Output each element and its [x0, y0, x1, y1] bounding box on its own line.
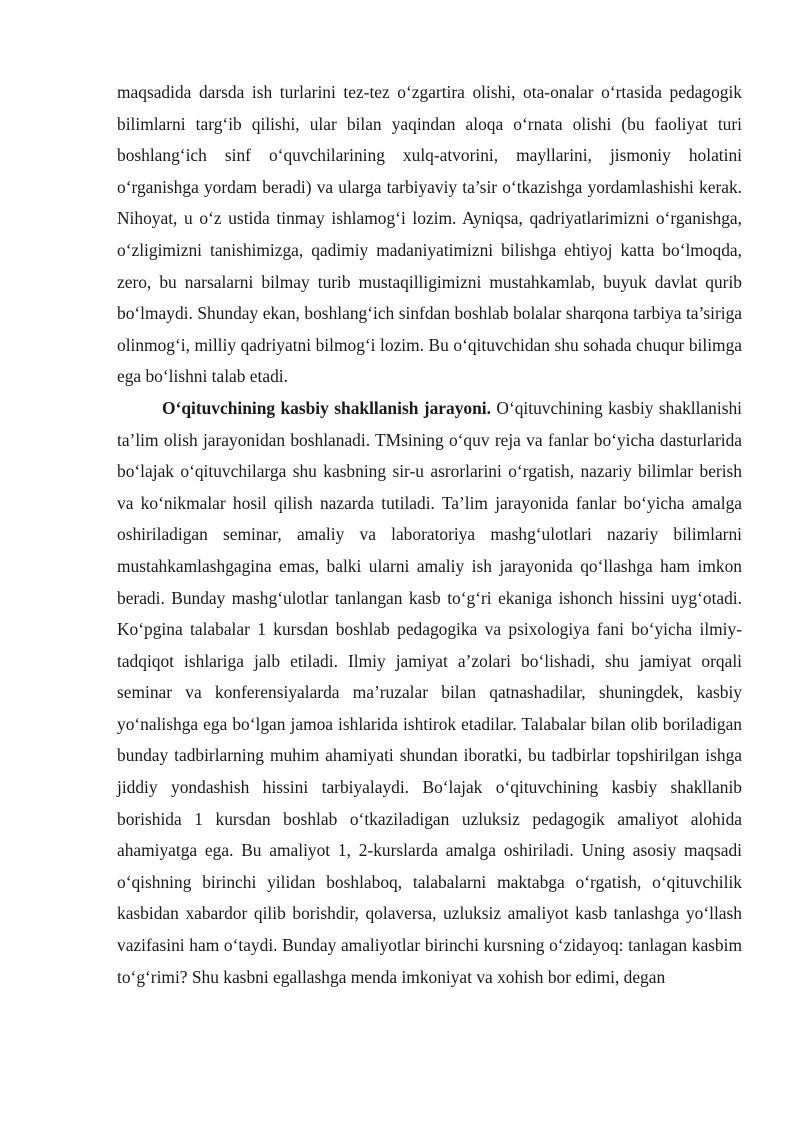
section-body: O‘qituvchining kasbiy shakllanishi ta’lim olish jarayonidan boshlanadi. TMsining o‘quv reja va fanlar bo‘yicha dasturlarida bo‘lajak o‘qituvchilarga shu kasbning sir-u asrorlarini o‘rgatish, nazariy bilimlar berish va ko‘nikmalar hosil qilish nazarda tutiladi. Ta’lim jarayonida fanlar bo‘yicha amalga oshiriladigan seminar, amaliy va laboratoriya mashg‘ulotlari nazariy bilimlarni mustahkamlashgagina emas, balki ularni amaliy ish jarayonida qo‘llashga ham imkon beradi. Bunday mashg‘ulotlar tanlangan kasb to‘g‘ri ekaniga ishonch hissini uyg‘otadi. Ko‘pgina talabalar 1 kursdan boshlab pedagogika va psixologiya fani bo‘yicha ilmiy-tadqiqot ishlariga jalb etiladi. Ilmiy jamiyat a’zolari bo‘lishadi, shu jamiyat orqali seminar va konferensiyalarda ma’ruzalar bilan qatnashadilar, shuningdek, kasbiy yo‘nalishga ega bo‘lgan jamoa ishlarida ishtirok etadilar. Talabalar bilan olib boriladigan bunday tadbirlarning muhim ahamiyati shundan iboratki, bu tadbirlar topshirilgan ishga jiddiy yondashish hissini tarbiyalaydi. Bo‘lajak o‘qituvchining kasbiy shakllanib borishida 1 kursdan boshlab o‘tkaziladigan uzluksiz pedagogik amaliyot alohida ahamiyatga ega. Bu amaliyot 1, 2-kurslarda amalga oshiriladi. Uning asosiy maqsadi o‘qishning birinchi yilidan boshlaboq, talabalarni maktabga o‘rgatish, o‘qituvchilik kasbidan xabardor qilib borishdir, qolaversa, uzluksiz amaliyot kasb tanlashga yo‘llash vazifasini ham o‘taydi. Bunday amaliyotlar birinchi kursning o‘zidayoq: tanlagan kasbim to‘g‘rimi? Shu kasbni egallashga menda imkoniyat va xohish bor edimi, degan: [117, 397, 742, 987]
paragraph-section: [117, 393, 742, 993]
body-text: [117, 77, 742, 993]
paragraph-continued: maqsadida darsda ish turlarini tez-tez o‘zgartira olishi, ota-onalar o‘rtasida pedagogik bilimlarni targ‘ib qilishi, ular bilan yaqindan aloqa o‘rnata olishi (bu faoliyat turi boshlang‘ich sinf o‘quvchilarining xulq-atvorini, mayllarini, jismoniy holatini o‘rganishga yordam beradi) va ularga tarbiyaviy ta’sir o‘tkazishga yordamlashishi kerak. Nihoyat, u o‘z ustida tinmay ishlamog‘i lozim. Ayniqsa, qadriyatlarimizni o‘rganishga, o‘zligimizni tanishimizga, qadimiy madaniyatimizni bilishga ehtiyoj katta bo‘lmoqda, zero, bu narsalarni bilmay turib mustaqilligimizni mustahkamlab, buyuk davlat qurib bo‘lmaydi. Shunday ekan, boshlang‘ich sinfdan boshlab bolalar sharqona tarbiya ta’siriga olinmog‘i, milliy qadriyatni bilmog‘i lozim. Bu o‘qituvchidan shu sohada chuqur bilimga ega bo‘lishni talab etadi.: [117, 82, 742, 387]
section-heading: O‘qituvchining kasbiy shakllanish jarayoni.: [162, 397, 491, 418]
